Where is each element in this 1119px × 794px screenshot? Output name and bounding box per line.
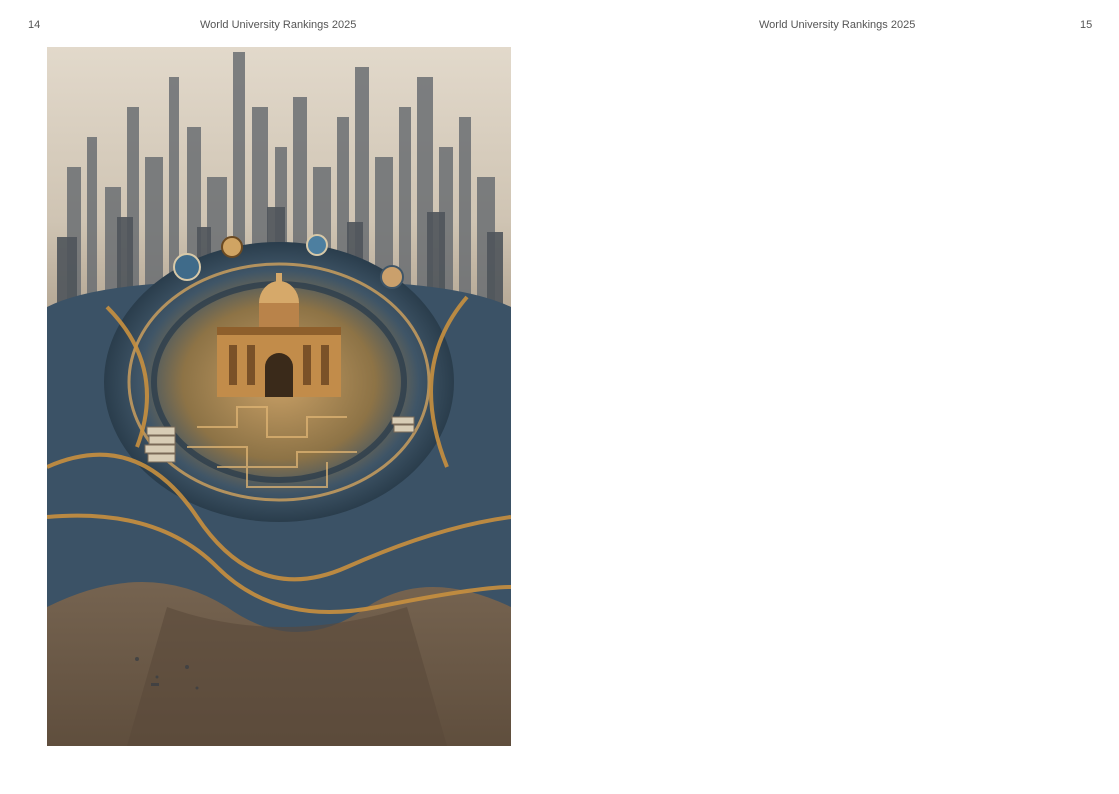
right-page <box>560 0 1119 794</box>
page-number-right: 15 <box>1080 19 1093 31</box>
running-header-left: World University Rankings 2025 <box>200 19 357 31</box>
surreal-university-city-illustration <box>47 47 511 746</box>
running-header-right: World University Rankings 2025 <box>759 19 916 31</box>
page-number-left: 14 <box>28 19 41 31</box>
